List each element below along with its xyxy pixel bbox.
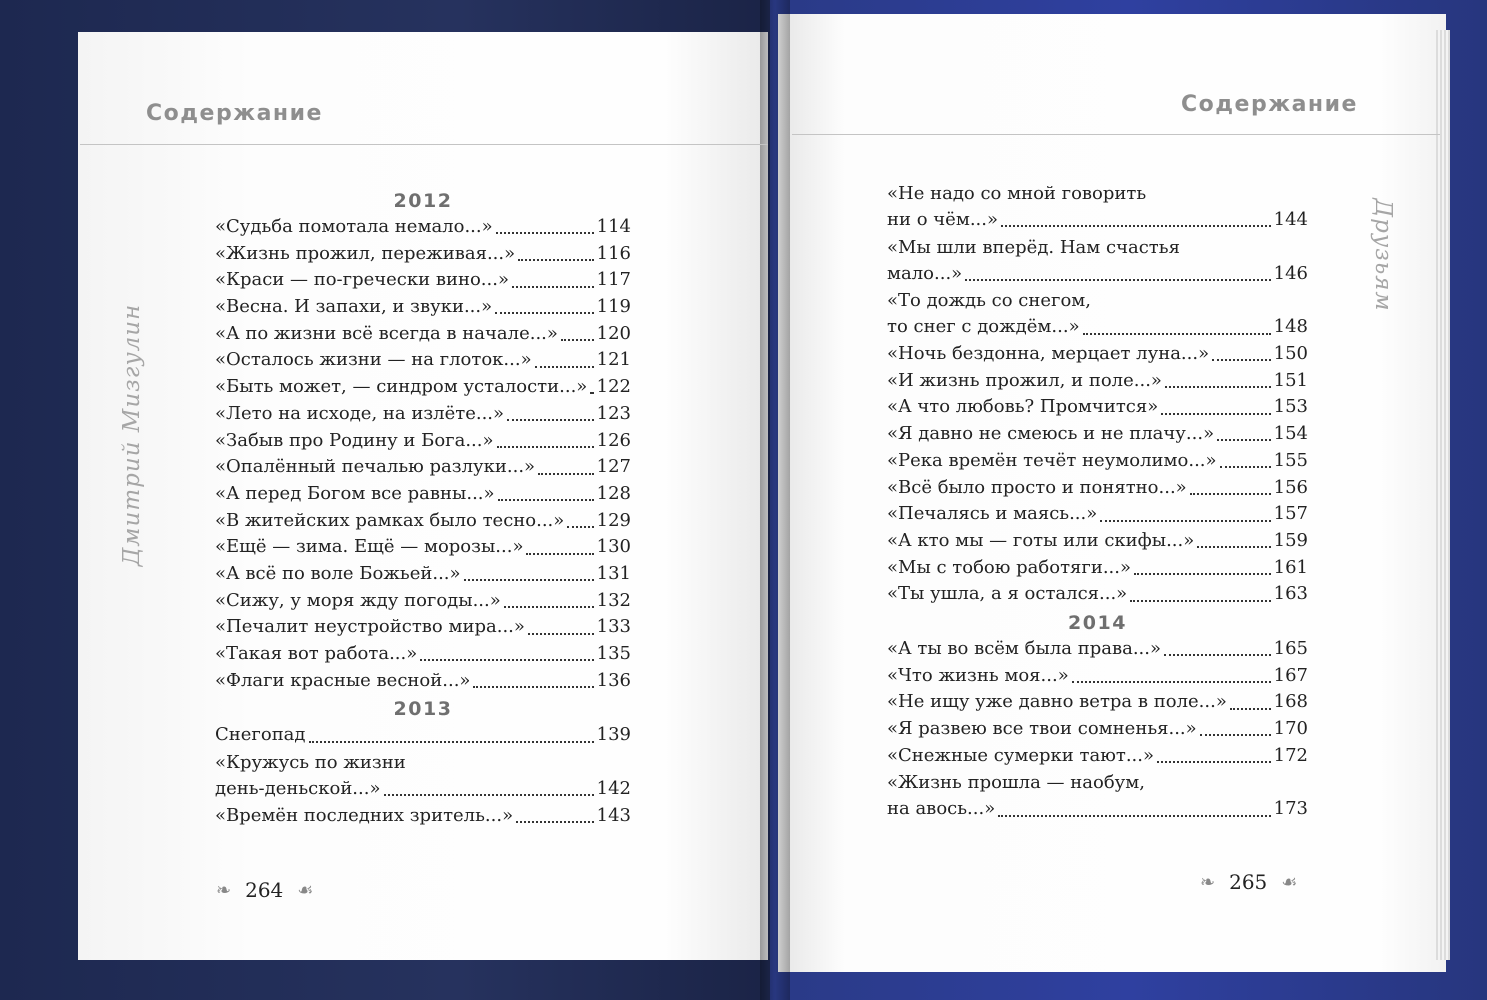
toc-entry-title-line: «То дождь со снегом, <box>887 290 1092 312</box>
toc-entry-title: «А перед Богом все равны...» <box>215 482 495 504</box>
toc-entry-title: «Я давно не смеюсь и не плачу...» <box>887 423 1215 445</box>
toc-entry-row <box>215 481 631 508</box>
dot-leader <box>309 741 594 743</box>
toc-entry <box>215 241 631 268</box>
dot-leader <box>1197 546 1270 548</box>
toc-entry-page: 144 <box>1273 209 1308 230</box>
toc-entry-page: 132 <box>596 589 631 611</box>
right-folio <box>1200 870 1297 894</box>
toc-entry-title: «В житейских рамках было тесно...» <box>215 509 565 531</box>
toc-entry-page: 129 <box>596 509 631 531</box>
toc-entry <box>215 481 631 508</box>
toc-entry <box>887 636 1308 663</box>
toc-entry-row <box>215 588 631 615</box>
toc-entry-title: «Осталось жизни — на глоток...» <box>215 349 532 371</box>
toc-entry <box>887 180 1308 234</box>
toc-entry <box>215 454 631 481</box>
dot-leader <box>516 821 594 823</box>
toc-entry-title: мало...» <box>887 262 963 284</box>
dot-leader <box>1130 600 1270 602</box>
toc-entry-page: 143 <box>596 804 631 826</box>
toc-entry-row <box>887 368 1308 395</box>
dot-leader <box>528 633 594 635</box>
toc-entry <box>887 421 1308 448</box>
toc-entry <box>215 588 631 615</box>
toc-entry-title: «Опалённый печалью разлуки...» <box>215 456 536 478</box>
dot-leader <box>561 339 594 341</box>
toc-entry-page: 120 <box>596 322 631 344</box>
toc-entry-row <box>887 501 1308 528</box>
toc-entry <box>887 769 1308 823</box>
toc-entry-page: 146 <box>1273 262 1308 284</box>
toc-entry-page: 128 <box>596 482 631 504</box>
toc-entry-page: 151 <box>1273 369 1308 391</box>
toc-entry-row <box>887 421 1308 448</box>
toc-entry-title: на авось...» <box>887 798 996 820</box>
toc-entry <box>215 347 631 374</box>
ornament-right-icon: ☙ <box>1281 871 1298 893</box>
toc-entry <box>215 641 631 668</box>
toc-entry-title: «Река времён течёт неумолимо...» <box>887 449 1217 471</box>
book-gutter <box>760 0 790 1000</box>
toc-entry-title: «Судьба помотала немало...» <box>215 216 493 237</box>
toc-entry-title: «Ты ушла, а я остался...» <box>887 583 1128 605</box>
toc-entry-title: «Что жизнь моя...» <box>887 664 1069 686</box>
toc-entry-page: 135 <box>596 643 631 664</box>
toc-entry-page: 170 <box>1273 718 1308 739</box>
toc-entry <box>887 368 1308 395</box>
dot-leader <box>1157 761 1271 763</box>
toc-entry <box>215 374 631 401</box>
toc-entry-row <box>215 347 631 374</box>
toc-entry-row <box>215 321 631 348</box>
toc-entry <box>887 501 1308 528</box>
toc-entry-title-line: «Мы шли вперёд. Нам счастья <box>887 236 1180 258</box>
toc-entry-row <box>887 207 1308 234</box>
toc-entry <box>887 341 1308 368</box>
toc-entry-title: «Флаги красные весной...» <box>215 669 471 691</box>
toc-entry-page: 159 <box>1273 529 1308 551</box>
toc-entry-page: 167 <box>1273 664 1308 686</box>
toc-entry-page: 148 <box>1273 316 1308 338</box>
dot-leader <box>507 419 594 421</box>
dot-leader <box>473 686 593 688</box>
dot-leader <box>496 232 594 234</box>
toc-entry-title: «Такая вот работа...» <box>215 643 418 664</box>
right-page-header: Содержание <box>1181 92 1358 117</box>
toc-entry-row <box>215 401 631 428</box>
toc-entry-row <box>887 475 1308 502</box>
toc-entry-title: день-деньской...» <box>215 778 381 800</box>
toc-entry-row <box>215 428 631 455</box>
toc-entry <box>215 401 631 428</box>
dot-leader <box>498 499 594 501</box>
toc-year-heading: 2013 <box>393 698 453 721</box>
toc-entry-row <box>887 636 1308 663</box>
toc-entry-title: «Печалясь и маясь...» <box>887 503 1098 525</box>
right-header-rule <box>792 134 1440 135</box>
toc-entry-page: 163 <box>1273 583 1308 605</box>
right-toc <box>887 180 1308 823</box>
toc-entry-title: «Мы с тобою работяги...» <box>887 556 1132 578</box>
toc-entry-title: «Ночь бездонна, мерцает луна...» <box>887 343 1210 365</box>
toc-entry <box>887 448 1308 475</box>
toc-entry <box>215 534 631 561</box>
toc-entry-title: «Времён последних зритель...» <box>215 804 514 826</box>
dot-leader <box>1217 439 1271 441</box>
toc-entry-page: 153 <box>1273 396 1308 418</box>
toc-entry-row <box>887 689 1308 716</box>
toc-entry <box>887 287 1308 341</box>
toc-entry-row <box>215 776 631 803</box>
toc-entry-page: 119 <box>596 296 631 318</box>
toc-entry-row <box>887 394 1308 421</box>
toc-entry-title-line: «Кружусь по жизни <box>215 752 406 774</box>
toc-entry <box>215 294 631 321</box>
toc-entry-title: «А по жизни всё всегда в начале...» <box>215 322 558 344</box>
toc-entry-title: «А всё по воле Божьей...» <box>215 562 461 584</box>
toc-entry-title: ни о чём...» <box>887 209 999 230</box>
toc-entry-row <box>887 528 1308 555</box>
toc-entry-page: 172 <box>1273 744 1308 766</box>
toc-entry-row <box>215 534 631 561</box>
toc-entry-title: Снегопад <box>215 724 306 746</box>
dot-leader <box>497 446 594 448</box>
toc-entry <box>215 614 631 641</box>
left-page-header: Содержание <box>146 101 323 126</box>
toc-entry-page: 173 <box>1273 798 1308 820</box>
toc-entry-page: 121 <box>596 349 631 371</box>
left-folio <box>216 878 313 902</box>
ornament-left-icon: ❧ <box>1200 871 1216 893</box>
toc-entry-page: 156 <box>1273 476 1308 498</box>
left-toc <box>215 186 631 829</box>
dot-leader <box>1072 681 1271 683</box>
toc-entry <box>887 475 1308 502</box>
toc-entry-title: «Жизнь прожил, переживая...» <box>215 242 516 264</box>
toc-year-heading: 2012 <box>393 190 453 212</box>
toc-entry-page: 168 <box>1273 691 1308 713</box>
dot-leader <box>1161 413 1270 415</box>
toc-entry <box>215 561 631 588</box>
toc-entry-page: 133 <box>596 616 631 638</box>
toc-entry <box>887 555 1308 582</box>
toc-entry-row <box>887 796 1308 823</box>
dot-leader <box>1165 386 1271 388</box>
toc-entry-row <box>215 614 631 641</box>
left-running-author: Дмитрий Мизгулин <box>119 303 145 567</box>
toc-entry-title: «Сижу, у моря жду погоды...» <box>215 589 501 611</box>
toc-entry-page: 161 <box>1273 556 1308 578</box>
dot-leader <box>495 312 594 314</box>
toc-entry-title: «Весна. И запахи, и звуки...» <box>215 296 493 318</box>
dot-leader <box>1190 493 1271 495</box>
right-running-section: Друзьям <box>1370 198 1396 312</box>
dot-leader <box>535 366 594 368</box>
dot-leader <box>1220 466 1271 468</box>
dot-leader <box>965 279 1270 281</box>
toc-entry <box>887 394 1308 421</box>
dot-leader <box>518 259 594 261</box>
toc-entry-page: 165 <box>1273 637 1308 659</box>
dot-leader <box>538 473 594 475</box>
toc-entry-page: 126 <box>596 429 631 451</box>
toc-entry <box>215 214 631 241</box>
toc-entry <box>887 743 1308 770</box>
toc-entry-title: «А кто мы — готы или скифы...» <box>887 529 1195 551</box>
left-header-rule <box>80 144 768 145</box>
toc-entry-row <box>887 663 1308 690</box>
toc-entry-row <box>215 722 631 749</box>
toc-entry-page: 122 <box>596 376 631 398</box>
toc-entry-title: «А что любовь? Промчится» <box>887 396 1159 418</box>
dot-leader <box>504 606 594 608</box>
toc-entry-page: 155 <box>1273 449 1308 471</box>
page-edges <box>1436 30 1450 960</box>
toc-entry-title: «Лето на исходе, на излёте...» <box>215 402 505 424</box>
dot-leader <box>1200 734 1271 736</box>
dot-leader <box>1212 359 1271 361</box>
toc-entry <box>215 749 631 803</box>
toc-entry-title: то снег с дождём...» <box>887 316 1080 338</box>
toc-entry-page: 123 <box>596 402 631 424</box>
toc-entry <box>215 267 631 294</box>
ornament-right-icon: ☙ <box>297 879 314 901</box>
toc-entry-page: 150 <box>1273 343 1308 365</box>
toc-entry-row <box>215 374 631 401</box>
toc-entry-page: 114 <box>596 216 631 237</box>
toc-entry <box>887 689 1308 716</box>
toc-entry <box>887 581 1308 608</box>
toc-entry-page: 130 <box>596 536 631 558</box>
toc-entry-title: «Снежные сумерки тают...» <box>887 744 1155 766</box>
toc-entry-row <box>887 716 1308 743</box>
toc-entry <box>215 321 631 348</box>
right-page-number: 265 <box>1229 870 1268 894</box>
dot-leader <box>1001 225 1271 227</box>
toc-entry-row <box>887 341 1308 368</box>
toc-entry-title: «Быть может, — синдром усталости...» <box>215 376 588 398</box>
dot-leader <box>420 659 593 661</box>
toc-entry-page: 116 <box>596 242 631 264</box>
toc-entry-title-line: «Не надо со мной говорить <box>887 183 1147 204</box>
toc-entry-title: «Ещё — зима. Ещё — морозы...» <box>215 536 524 558</box>
toc-entry <box>215 722 631 749</box>
dot-leader <box>1100 520 1270 522</box>
dot-leader <box>384 794 594 796</box>
toc-entry-page: 142 <box>596 778 631 800</box>
toc-entry <box>215 803 631 830</box>
toc-entry-page: 154 <box>1273 423 1308 445</box>
toc-entry-page: 157 <box>1273 503 1308 525</box>
toc-entry-page: 117 <box>596 269 631 291</box>
dot-leader <box>1230 708 1271 710</box>
dot-leader <box>512 286 594 288</box>
dot-leader <box>590 392 593 394</box>
toc-entry-title: «А ты во всём была права...» <box>887 637 1161 659</box>
dot-leader <box>464 579 594 581</box>
toc-entry <box>215 668 631 695</box>
toc-entry-page: 136 <box>596 669 631 691</box>
toc-entry-title: «Не ищу уже давно ветра в поле...» <box>887 691 1227 713</box>
toc-entry-title-line: «Жизнь прошла — наобум, <box>887 772 1145 794</box>
dot-leader <box>1164 654 1271 656</box>
toc-entry <box>887 716 1308 743</box>
toc-entry-title: «Забыв про Родину и Бога...» <box>215 429 494 451</box>
toc-entry-row <box>887 555 1308 582</box>
toc-entry-row <box>215 803 631 830</box>
dot-leader <box>526 553 593 555</box>
ornament-left-icon: ❧ <box>216 879 232 901</box>
toc-entry-row <box>887 261 1308 288</box>
dot-leader <box>1083 333 1271 335</box>
toc-entry-row <box>215 561 631 588</box>
toc-entry <box>215 428 631 455</box>
toc-entry-title: «Печалит неустройство мира...» <box>215 616 525 638</box>
toc-entry-row <box>215 267 631 294</box>
toc-entry-row <box>887 314 1308 341</box>
toc-entry-page: 131 <box>596 562 631 584</box>
dot-leader <box>567 526 593 528</box>
toc-entry-row <box>215 214 631 241</box>
toc-entry <box>215 508 631 535</box>
toc-entry-title: «Всё было просто и понятно...» <box>887 476 1187 498</box>
toc-entry <box>887 234 1308 288</box>
toc-entry-row <box>215 668 631 695</box>
toc-entry-row <box>215 641 631 668</box>
dot-leader <box>1134 573 1271 575</box>
toc-entry-row <box>215 241 631 268</box>
left-page-number: 264 <box>245 878 284 902</box>
toc-entry <box>887 663 1308 690</box>
toc-entry-page: 127 <box>596 456 631 478</box>
toc-entry-row <box>887 743 1308 770</box>
toc-entry <box>887 528 1308 555</box>
toc-entry-row <box>215 454 631 481</box>
toc-entry-row <box>215 508 631 535</box>
dot-leader <box>998 815 1270 817</box>
toc-year-heading: 2014 <box>1068 611 1127 634</box>
toc-entry-row <box>215 294 631 321</box>
toc-entry-title: «И жизнь прожил, и поле...» <box>887 369 1162 391</box>
toc-entry-title: «Я развею все твои сомненья...» <box>887 718 1197 739</box>
toc-entry-title: «Краси — по-гречески вино...» <box>215 269 509 291</box>
toc-entry-row <box>887 448 1308 475</box>
toc-entry-row <box>887 581 1308 608</box>
toc-entry-page: 139 <box>596 724 631 746</box>
